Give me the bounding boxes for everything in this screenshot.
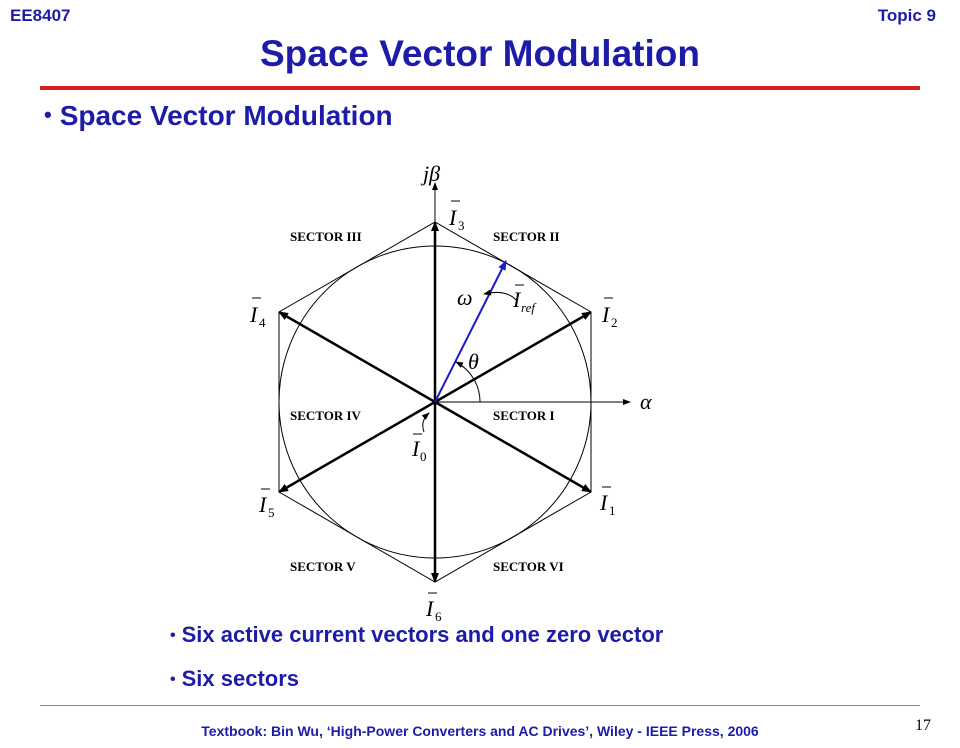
svg-text:2: 2	[611, 315, 618, 330]
svg-text:3: 3	[458, 218, 465, 233]
bullet-text: Six active current vectors and one zero vector	[181, 622, 664, 647]
svg-text:I: I	[513, 287, 521, 312]
svg-text:I: I	[602, 302, 610, 327]
svg-text:I: I	[250, 302, 258, 327]
course-code: EE8407	[10, 6, 71, 25]
slide-title: Space Vector Modulation	[260, 33, 700, 74]
vector-label-i4	[249, 298, 266, 330]
beta-axis-label: jβ	[423, 161, 441, 186]
sector-label: SECTOR IV	[290, 408, 361, 423]
section-heading-text: Space Vector Modulation	[59, 100, 393, 131]
bullet-item	[170, 666, 299, 692]
svg-text:5: 5	[268, 505, 275, 520]
sector-label: SECTOR I	[493, 408, 555, 423]
vector-label-i6	[425, 593, 442, 624]
page-number: 17	[915, 717, 931, 734]
bullet-dot: •	[170, 627, 176, 644]
footer-divider	[40, 705, 920, 706]
sector-label: SECTOR II	[493, 229, 560, 244]
bullet-text: Six sectors	[181, 666, 300, 691]
vector-label-iref	[512, 285, 537, 315]
svg-text:4: 4	[259, 315, 266, 330]
theta-label: θ	[468, 349, 479, 374]
vector-i4-arrow	[279, 312, 435, 402]
zero-vector-arc	[423, 413, 429, 432]
svg-text:1: 1	[609, 503, 616, 518]
svg-text:I: I	[259, 492, 267, 517]
vector-label-i0	[411, 434, 427, 464]
vector-label-i5	[258, 489, 275, 520]
bullet-dot: •	[170, 671, 176, 688]
bullet-dot: •	[44, 102, 52, 127]
vector-label-i2	[601, 298, 618, 330]
vector-label-i1	[599, 487, 616, 518]
svg-text:I: I	[600, 490, 608, 515]
alpha-axis-label: α	[640, 389, 652, 414]
topic-label: Topic 9	[877, 6, 936, 25]
svg-text:ref: ref	[521, 300, 535, 315]
svg-text:I: I	[412, 436, 420, 461]
bullet-item	[170, 622, 663, 648]
sector-label: SECTOR V	[290, 559, 356, 574]
svg-text:I: I	[426, 596, 434, 621]
vector-label-i3	[448, 201, 465, 233]
omega-label: ω	[457, 285, 473, 310]
citation: Textbook: Bin Wu, ‘High-Power Converters and AC Drives’, Wiley - IEEE Press, 2006	[201, 723, 759, 739]
svg-text:6: 6	[435, 609, 442, 624]
sector-label: SECTOR III	[290, 229, 362, 244]
svg-text:I: I	[449, 205, 457, 230]
svg-text:0: 0	[420, 449, 427, 464]
sector-label: SECTOR VI	[493, 559, 564, 574]
